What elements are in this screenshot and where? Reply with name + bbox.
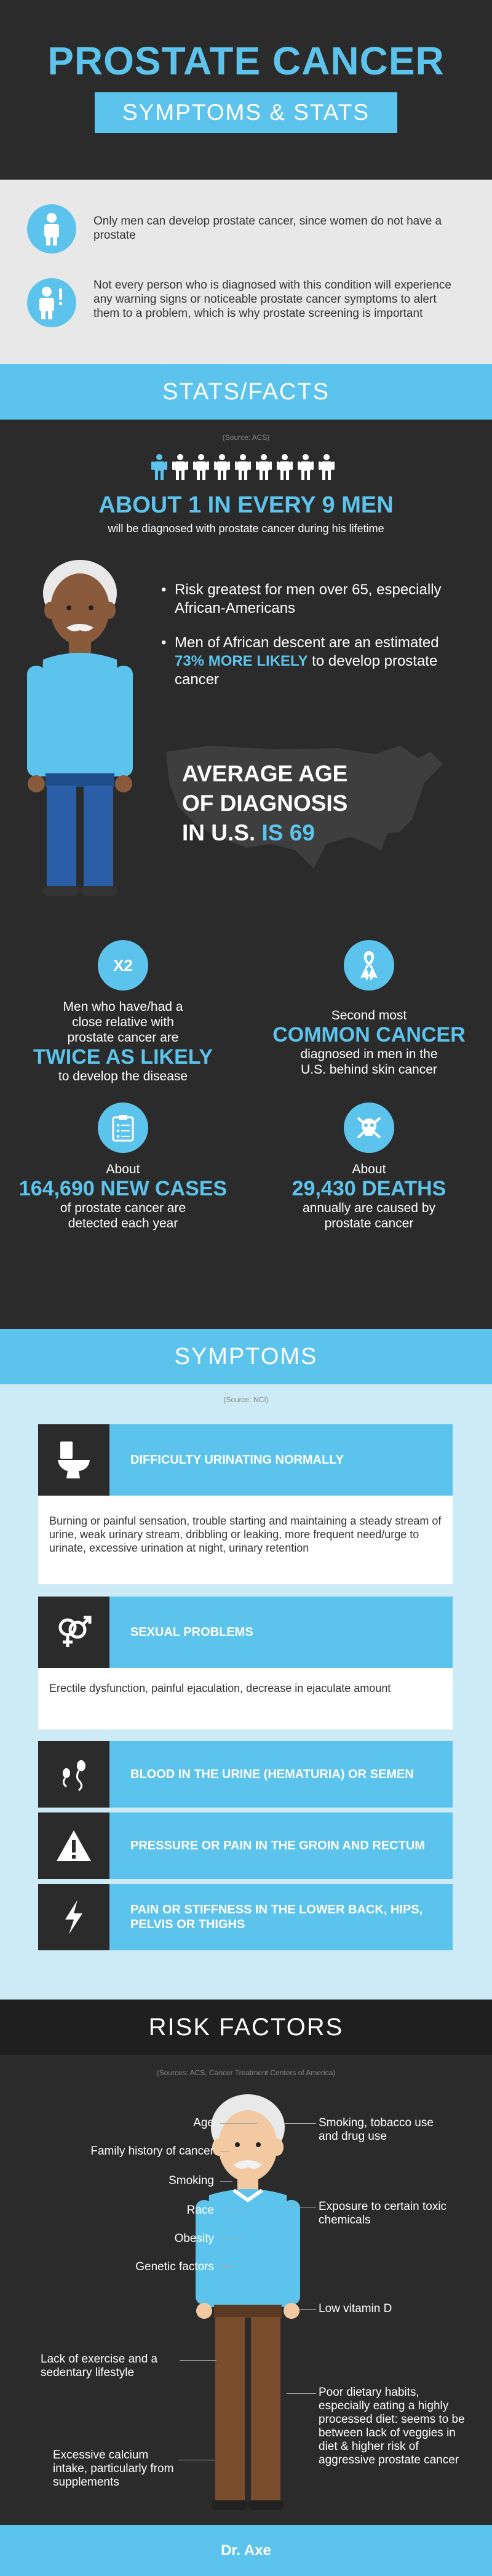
avg-line: IN U.S. (182, 820, 262, 845)
stat-highlight: 164,690 NEW CASES (18, 1177, 228, 1200)
bullet-highlight: 73% MORE LIKELY (175, 653, 308, 669)
symptom-row (38, 1597, 453, 1668)
man-illustration (18, 555, 141, 899)
symptom-row (38, 1741, 453, 1808)
symptom-row (38, 1812, 453, 1879)
bullet-text: to develop prostate cancer (175, 653, 438, 688)
man-figure-icon (318, 453, 335, 481)
symptom-label: SEXUAL PROBLEMS (109, 1597, 453, 1668)
header (0, 0, 492, 180)
connector-line (220, 2267, 234, 2268)
risk-factor: Genetic factors (135, 2260, 214, 2273)
avg-highlight: IS 69 (261, 820, 315, 845)
stat-deaths (252, 1103, 486, 1231)
man-figure-icon (234, 453, 252, 481)
stat-text: annually are caused by prostate cancer (303, 1201, 435, 1230)
stat-new-cases (6, 1103, 240, 1231)
intro-text: Not every person who is diagnosed with this condition will experience any warning signs or noticeable prostate cancer symptoms to alert them to a problem, which is why prostate screening is important (93, 279, 451, 320)
stat-highlight: TWICE AS LIKELY (33, 1045, 213, 1069)
avg-line: AVERAGE AGE (182, 761, 348, 786)
avg-age-text (182, 759, 347, 848)
risk-factor: Smoking, tobacco use and drug use (319, 2116, 434, 2143)
symptom-label: PAIN OR STIFFNESS IN THE LOWER BACK, HIPS, PELVIS OR THIGHS (109, 1884, 453, 1950)
risk-factor: Excessive calcium intake, particularly from supplements (53, 2449, 174, 2489)
stat-highlight: 29,430 DEATHS (292, 1177, 446, 1200)
risk-factor: Lack of exercise and a sedentary lifestyle (41, 2353, 158, 2379)
men-ratio-icons (151, 453, 335, 481)
symptom-label: PRESSURE OR PAIN IN THE GROIN AND RECTUM (109, 1812, 453, 1879)
symptom-row (38, 1424, 453, 1496)
symptoms-section (0, 1384, 492, 2000)
man-alert-icon (27, 278, 76, 327)
symptom-description: Erectile dysfunction, painful ejaculation, decrease in ejaculate amount (38, 1668, 453, 1729)
risk-section (0, 2055, 492, 2525)
sperm-icon (38, 1741, 109, 1808)
stat-text: diagnosed in men in the U.S. behind skin cancer (300, 1047, 438, 1077)
stats-source: (Source: ACS) (222, 433, 270, 442)
x2-icon: X2 (98, 940, 148, 991)
intro-item (27, 278, 462, 327)
risk-factor: Smoking (169, 2174, 214, 2187)
risk-factor: Low vitamin D (319, 2302, 392, 2315)
risk-source: (Sources: ACS, Cancer Treatment Centers of America) (156, 2068, 336, 2077)
risk-factor: Family history of cancer (90, 2145, 214, 2158)
stat-bullet: • Risk greatest for men over 65, especially African-Americans (161, 581, 450, 618)
man-figure-icon (255, 453, 272, 481)
symptom-label: BLOOD IN THE URINE (HEMATURIA) OR SEMEN (109, 1741, 453, 1808)
symptoms-source: (Source: NCI) (223, 1395, 269, 1404)
stats-headline: ABOUT 1 IN EVERY 9 MEN (98, 492, 394, 518)
stat-text: of prostate cancer are detected each year (60, 1201, 186, 1230)
connector-line (287, 2393, 316, 2394)
skull-icon (344, 1103, 394, 1153)
stats-banner: STATS/FACTS (0, 364, 492, 420)
symptoms-banner: SYMPTOMS (0, 1329, 492, 1384)
man-icon (27, 204, 76, 253)
page-title: PROSTATE CANCER (47, 39, 445, 83)
risk-factor: Poor dietary habits, especially eating a highly processed diet: seems to be between lack of veggies in diet & higher risk of aggressive prostate cancer (319, 2386, 465, 2466)
stat-bullet (161, 634, 450, 689)
lightning-icon (38, 1884, 109, 1950)
stat-common-cancer (252, 940, 486, 1077)
man-figure-icon (213, 453, 231, 481)
toilet-icon (38, 1424, 109, 1496)
intro-item (27, 204, 462, 253)
man-figure-icon (172, 453, 189, 481)
page-subtitle: SYMPTOMS & STATS (122, 100, 370, 125)
symptom-label: DIFFICULTY URINATING NORMALLY (109, 1424, 453, 1496)
risk-factor: Obesity (174, 2232, 214, 2245)
connector-line (299, 2309, 316, 2310)
footer-brand: Dr. Axe (0, 2525, 492, 2576)
man-figure-icon (192, 453, 210, 481)
connector-line (220, 2181, 232, 2182)
ribbon-icon (344, 940, 394, 991)
stats-section (0, 420, 492, 1329)
stat-twice-likely (6, 940, 240, 1084)
risk-banner: RISK FACTORS (0, 2000, 492, 2055)
gender-symbol-icon (38, 1597, 109, 1668)
man-figure-icon (297, 453, 314, 481)
stat-text: Second most (331, 1008, 407, 1023)
stat-text: to develop the disease (58, 1069, 188, 1083)
intro-text: Only men can develop prostate cancer, since women do not have a prostate (93, 215, 442, 242)
stats-headline-sub: will be diagnosed with prostate cancer during his lifetime (108, 522, 384, 535)
stat-text: About (106, 1162, 140, 1176)
man-figure-icon (276, 453, 293, 481)
stat-highlight: COMMON CANCER (272, 1023, 466, 1047)
connector-line (220, 2151, 229, 2152)
connector-line (220, 2123, 257, 2124)
symptom-row (38, 1884, 453, 1950)
connector-line (180, 2360, 216, 2361)
intro-section (0, 180, 492, 364)
stat-text: About (352, 1162, 386, 1176)
risk-factor: Age (193, 2116, 214, 2129)
bullet-text: Men of African descent are an estimated (175, 634, 439, 651)
man-figure-icon (151, 453, 168, 481)
connector-line (284, 2123, 316, 2124)
symptom-description: Burning or painful sensation, trouble starting and maintaining a steady stream of urine, weak urinary stream, dribbling or leaking, more frequent need/urge to urinate, excessive urination at night, urinary retention (38, 1496, 453, 1584)
stat-text: Men who have/had a close relative with prostate cancer are (63, 1000, 183, 1045)
warning-icon (38, 1812, 109, 1879)
risk-factor: Race (186, 2204, 214, 2217)
avg-line: OF DIAGNOSIS (182, 791, 348, 816)
clipboard-icon (98, 1103, 148, 1153)
risk-factor: Exposure to certain toxic chemicals (319, 2200, 447, 2227)
